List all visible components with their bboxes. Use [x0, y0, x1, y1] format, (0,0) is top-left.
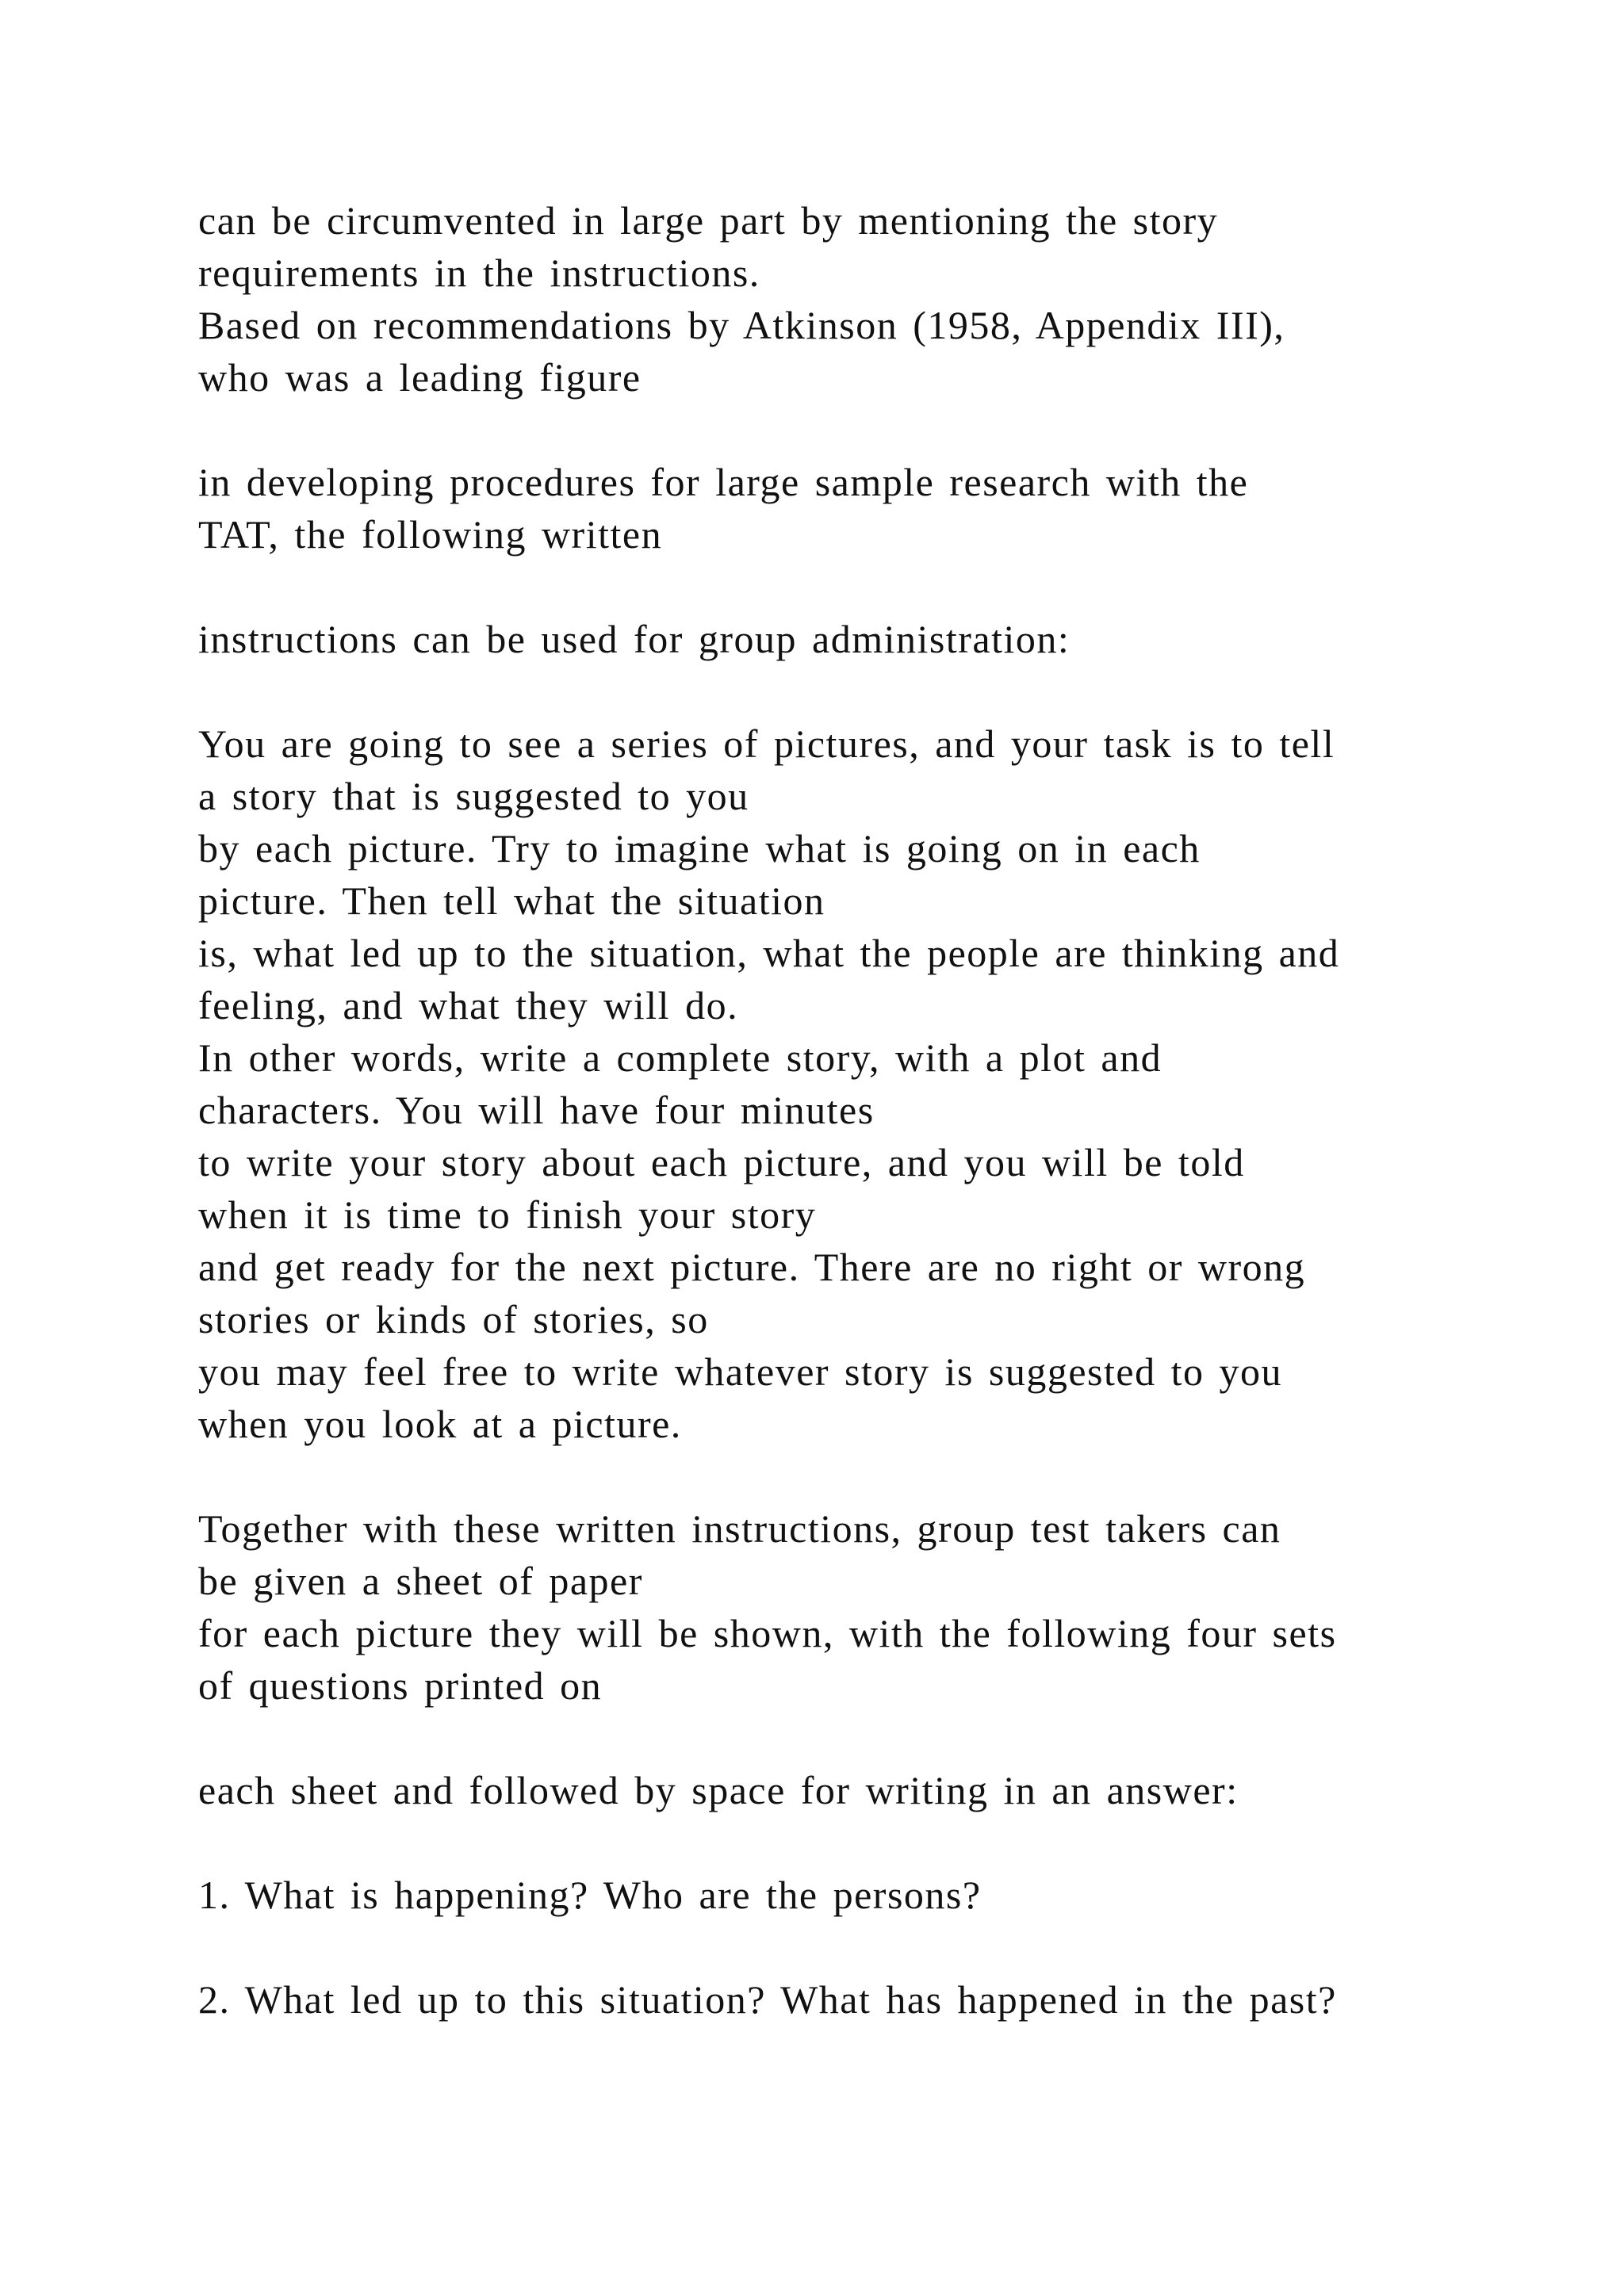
- paragraph-gap: [198, 1816, 1546, 1869]
- question-1: 1. What is happening? Who are the persons?: [198, 1873, 982, 1917]
- text-line: when you look at a picture.: [198, 1402, 682, 1446]
- text-line: In other words, write a complete story, with a plot and: [198, 1035, 1162, 1080]
- text-line: to write your story about each picture, and you will be told: [198, 1140, 1245, 1184]
- text-line: is, what led up to the situation, what the people are thinking and: [198, 931, 1340, 975]
- text-line: of questions printed on: [198, 1663, 603, 1708]
- text-line: requirements in the instructions.: [198, 251, 760, 295]
- text-line: Together with these written instructions, group test takers can: [198, 1506, 1281, 1551]
- text-line: when it is time to finish your story: [198, 1192, 817, 1237]
- text-line: each sheet and followed by space for writing in an answer:: [198, 1768, 1239, 1812]
- text-line: a story that is suggested to you: [198, 774, 749, 818]
- text-line: characters. You will have four minutes: [198, 1088, 875, 1132]
- text-line: by each picture. Try to imagine what is going on in each: [198, 826, 1201, 871]
- paragraph-gap: [198, 1712, 1546, 1764]
- text-line: Based on recommendations by Atkinson (1958, Appendix III),: [198, 303, 1285, 347]
- text-line: You are going to see a series of pictures, and your task is to tell: [198, 721, 1335, 766]
- text-line: for each picture they will be shown, with the following four sets: [198, 1611, 1337, 1655]
- document-body: [198, 194, 1546, 2026]
- paragraph-gap: [198, 1921, 1546, 1973]
- text-line: TAT, the following written: [198, 512, 663, 557]
- text-line: instructions can be used for group administration:: [198, 617, 1071, 661]
- paragraph-gap: [198, 1450, 1546, 1502]
- paragraph-gap: [198, 665, 1546, 718]
- paragraph-gap: [198, 404, 1546, 456]
- text-line: you may feel free to write whatever story is suggested to you: [198, 1349, 1282, 1394]
- text-line: stories or kinds of stories, so: [198, 1297, 709, 1341]
- text-line: picture. Then tell what the situation: [198, 878, 825, 923]
- text-line: and get ready for the next picture. There are no right or wrong: [198, 1245, 1306, 1289]
- paragraph-gap: [198, 561, 1546, 613]
- text-line: be given a sheet of paper: [198, 1559, 643, 1603]
- text-line: feeling, and what they will do.: [198, 983, 739, 1027]
- text-line: in developing procedures for large sample research with the: [198, 460, 1249, 504]
- text-line: who was a leading figure: [198, 355, 642, 400]
- question-2: 2. What led up to this situation? What has happened in the past?: [198, 1977, 1337, 2022]
- text-line: can be circumvented in large part by mentioning the story: [198, 198, 1219, 243]
